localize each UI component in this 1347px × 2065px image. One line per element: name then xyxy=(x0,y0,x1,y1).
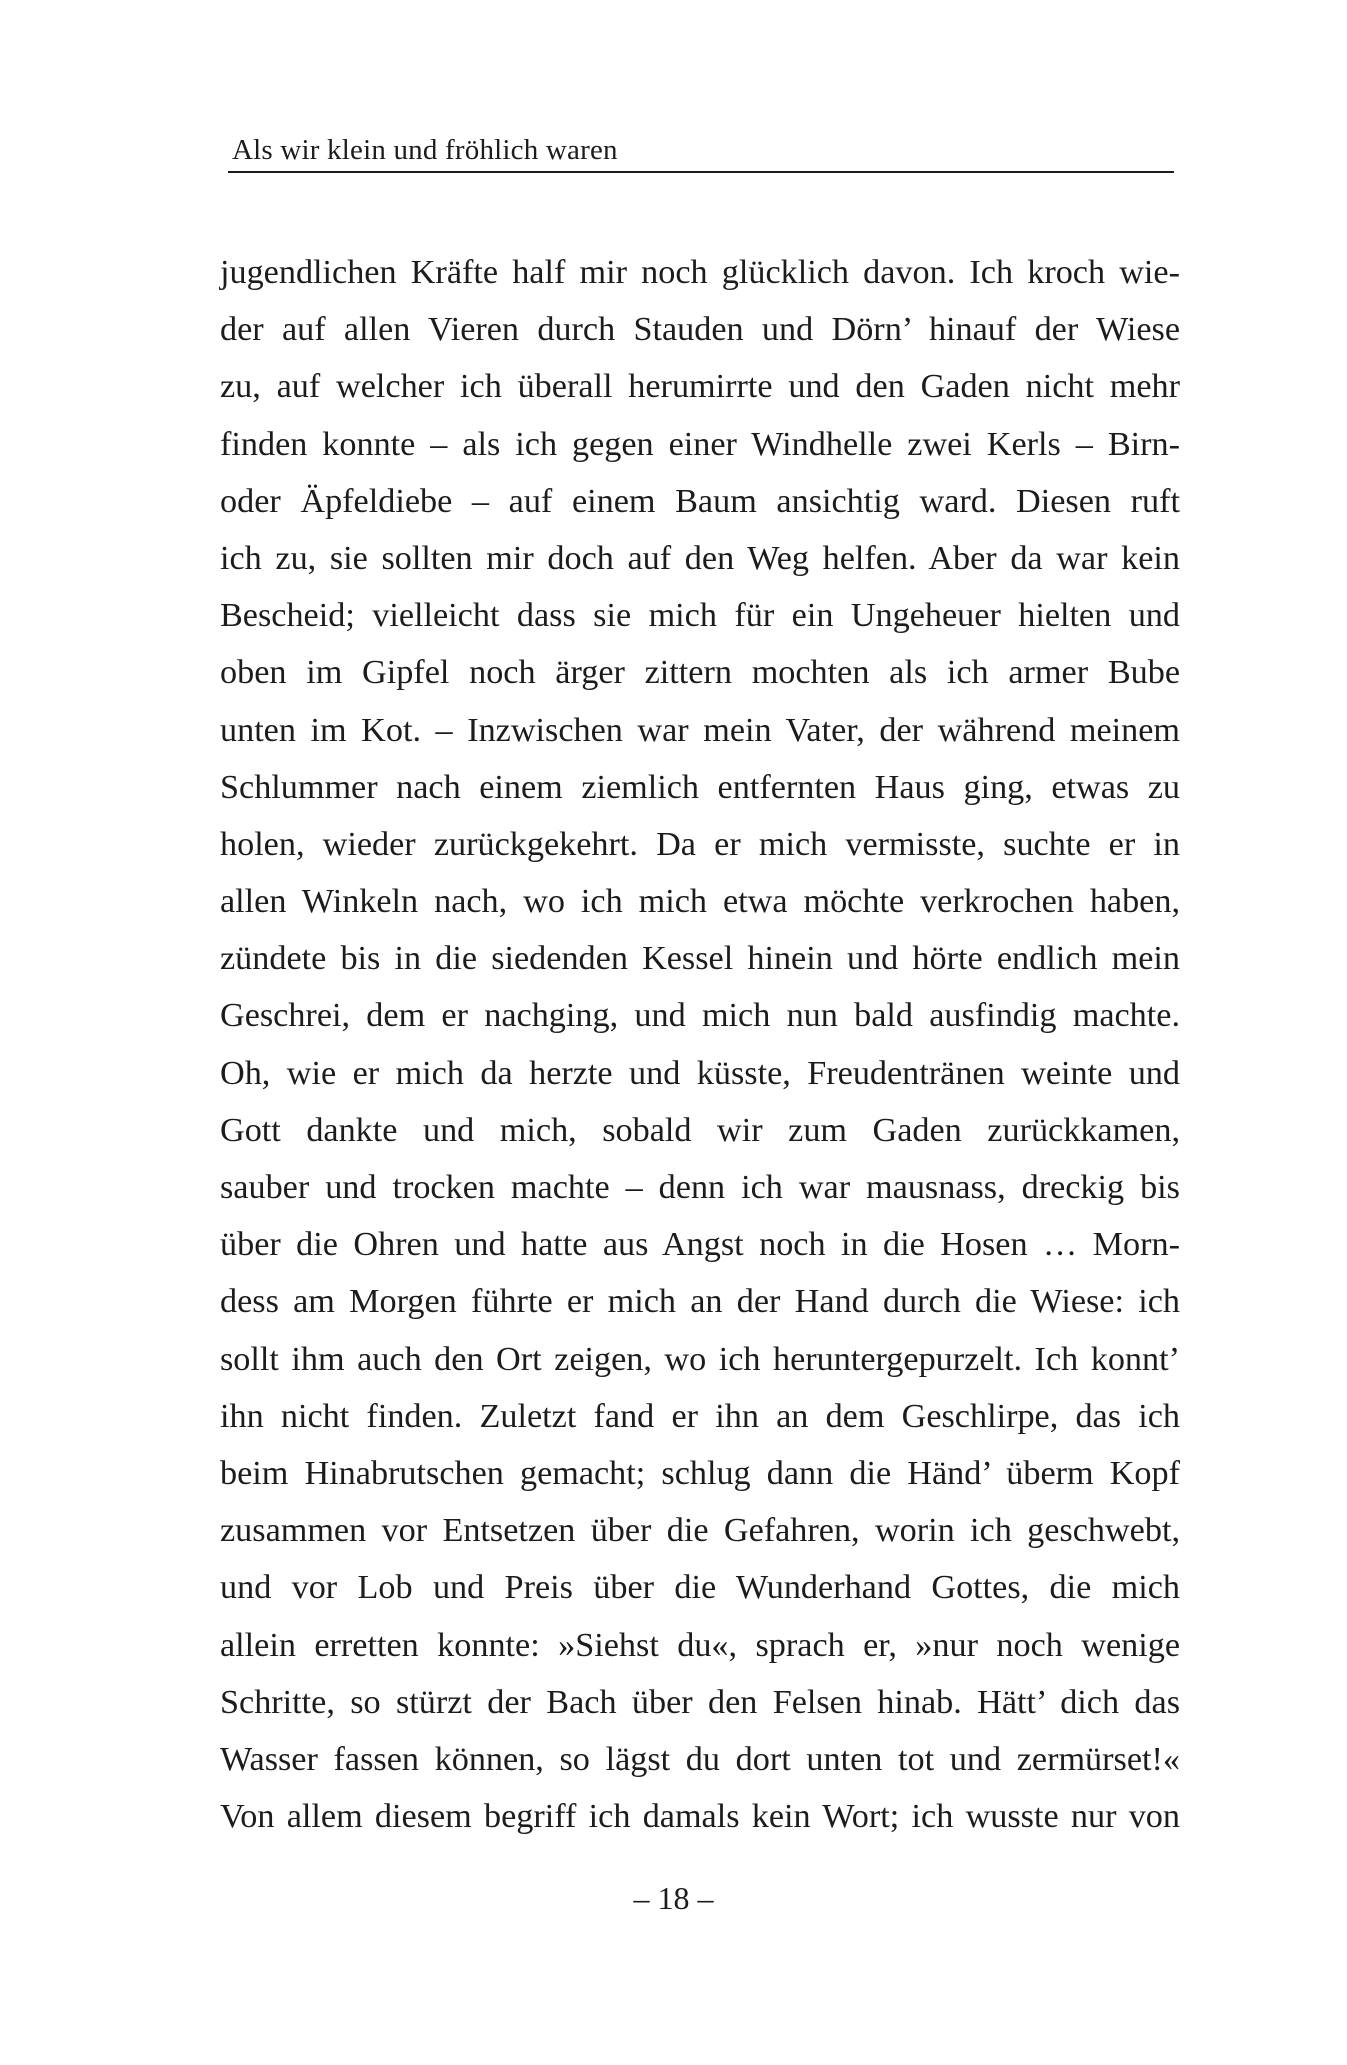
text-line: oben im Gipfel noch ärger zittern mochten als ich armer Bube xyxy=(220,654,1180,692)
text-line: unten im Kot. – Inzwischen war mein Vater, der während meinem xyxy=(220,711,1180,749)
body-text xyxy=(220,244,1180,1845)
text-line: jugendlichen Kräfte half mir noch glücklich davon. Ich kroch wie- xyxy=(220,254,1180,291)
text-line: und vor Lob und Preis über die Wunderhand Gottes, die mich xyxy=(220,1569,1180,1607)
text-line: der auf allen Vieren durch Stauden und Dörn’ hinauf der Wiese xyxy=(220,311,1180,349)
text-line: Geschrei, dem er nachging, und mich nun bald ausfindig machte. xyxy=(220,997,1180,1035)
text-line: dess am Morgen führte er mich an der Hand durch die Wiese: ich xyxy=(220,1283,1180,1321)
text-line: sollt ihm auch den Ort zeigen, wo ich heruntergepurzelt. Ich konnt’ xyxy=(220,1340,1180,1378)
text-line: finden konnte – als ich gegen einer Windhelle zwei Kerls – Birn- xyxy=(220,425,1180,463)
text-line: sauber und trocken machte – denn ich war mausnass, dreckig bis xyxy=(220,1169,1180,1206)
running-header-title: Als wir klein und fröhlich waren xyxy=(232,134,618,166)
text-line: zusammen vor Entsetzen über die Gefahren, worin ich geschwebt, xyxy=(220,1512,1180,1550)
text-line: zu, auf welcher ich überall herumirrte und den Gaden nicht mehr xyxy=(220,368,1180,406)
text-line: ich zu, sie sollten mir doch auf den Weg helfen. Aber da war kein xyxy=(220,539,1180,577)
text-line: oder Äpfeldiebe – auf einem Baum ansichtig ward. Diesen ruft xyxy=(220,482,1180,520)
text-line: Schritte, so stürzt der Bach über den Felsen hinab. Hätt’ dich das xyxy=(220,1683,1180,1721)
text-line: allen Winkeln nach, wo ich mich etwa möchte verkrochen haben, xyxy=(220,883,1180,921)
page-number: – 18 – xyxy=(633,1880,714,1916)
text-line: Bescheid; vielleicht dass sie mich für ein Ungeheuer hielten und xyxy=(220,597,1180,635)
text-line: ihn nicht finden. Zuletzt fand er ihn an dem Geschlirpe, das ich xyxy=(220,1397,1180,1435)
text-line: Oh, wie er mich da herzte und küsste, Freudentränen weinte und xyxy=(220,1054,1180,1092)
text-line: Von allem diesem begriff ich damals kein Wort; ich wusste nur von xyxy=(220,1798,1180,1836)
text-line: über die Ohren und hatte aus Angst noch in die Hosen … Morn- xyxy=(220,1226,1180,1264)
text-line: zündete bis in die siedenden Kessel hinein und hörte endlich mein xyxy=(220,940,1180,978)
text-line: Schlummer nach einem ziemlich entfernten Haus ging, etwas zu xyxy=(220,768,1180,806)
text-line: beim Hinabrutschen gemacht; schlug dann die Händ’ überm Kopf xyxy=(220,1454,1180,1492)
text-line: allein erretten konnte: »Siehst du«, sprach er, »nur noch wenige xyxy=(220,1626,1180,1664)
text-line: Wasser fassen können, so lägst du dort unten tot und zermürset!« xyxy=(220,1740,1180,1778)
header-rule xyxy=(228,171,1174,173)
text-line: holen, wieder zurückgekehrt. Da er mich vermisste, suchte er in xyxy=(220,825,1180,863)
text-line: Gott dankte und mich, sobald wir zum Gaden zurückkamen, xyxy=(220,1111,1180,1149)
